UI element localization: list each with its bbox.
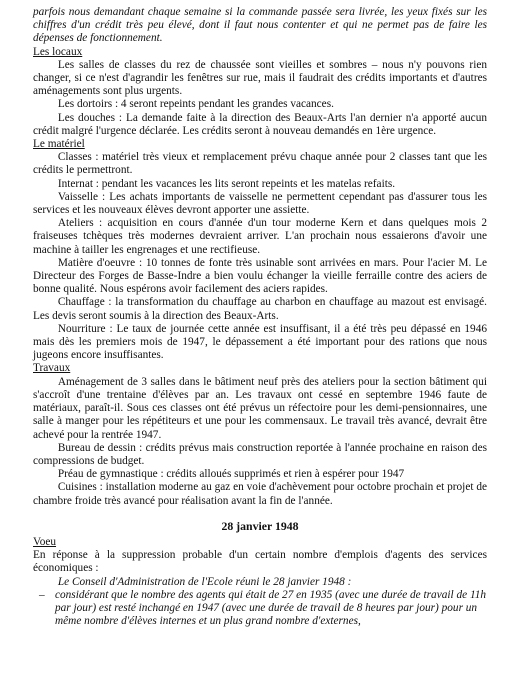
travaux-paragraph-3: Préau de gymnastique : crédits alloués supprimés et rien à espérer pour 1947 [57, 468, 405, 481]
locaux-paragraph-1: Les salles de classes du rez de chaussée sont vieilles et sombres – nous n'y pouvons rien changer, si ce n'est d'agrandir les fenêtres sur rue, mais il faudrait des crédits importants et d'autres aménagements sont plus urgents. [33, 58, 487, 98]
section-travaux [33, 362, 487, 507]
section-voeu [33, 536, 487, 628]
travaux-paragraph-1: Aménagement de 3 salles dans le bâtiment neuf près des ateliers pour la section bâtiment qui s'accroît d'une trentaine d'élèves par an. Les travaux ont cessé en septembre 1946 faute de matériaux, paraît-il. Sous ces classes ont été prévus un réfectoire pour les demi-pensionnaires, une salle à manger pour les répétiteurs et une pour les commensaux. Le travail très avancé, devrait être achevé pour la rentrée 1947. [33, 375, 487, 441]
materiel-paragraph-6: Chauffage : la transformation du chauffage au charbon en chauffage au mazout est envisagé. Les devis seront soumis à la direction des Beaux-Arts. [33, 296, 487, 322]
intro-paragraph: parfois nous demandant chaque semaine si la commande passée sera livrée, les yeux fixés sur les chiffres d'un crédit très peu élevé, dont il faut nous contenter et qui ne permet pas de faire les dépenses de fonctionnement. [33, 6, 487, 45]
voeu-bullet-text: considérant que le nombre des agents qui était de 27 en 1935 (avec une durée de travail de 11h par jour) est resté inchangé en 1947 (avec une durée de travail de 8 heures par jour) pour un même nombre d'élèves internes et un plus grand nombre d'externes, [55, 588, 487, 628]
heading-materiel: Le matériel [33, 138, 85, 151]
materiel-paragraph-1: Classes : matériel très vieux et remplacement prévu chaque année pour 2 classes tant que les crédits le permettront. [33, 151, 487, 177]
bullet-dash: – [39, 588, 45, 601]
voeu-paragraph-1: En réponse à la suppression probable d'un certain nombre d'emplois d'agents des services économiques : [33, 549, 487, 575]
materiel-paragraph-7: Nourriture : Le taux de journée cette année est insuffisant, il a été très peu dépassé en 1946 mais dès les premiers mois de 1947, le dépassement a été important pour des rations que nous jugeons encore insuffisantes. [33, 322, 487, 362]
travaux-paragraph-4: Cuisines : installation moderne au gaz en voie d'achèvement pour octobre prochain et projet de chambre froide très avancé pour réalisation avant la fin de l'année. [33, 481, 487, 507]
travaux-paragraph-2: Bureau de dessin : crédits prévus mais construction reportée à l'année prochaine en raison des compressions de budget. [33, 441, 487, 467]
section-locaux [33, 46, 487, 138]
locaux-paragraph-3: Les douches : La demande faite à la direction des Beaux-Arts l'an dernier n'a apporté aucun crédit malgré l'urgence déclarée. Les crédits seront à nouveau demandés en 1ère urgence. [33, 111, 487, 137]
voeu-bullet-item [33, 589, 487, 629]
materiel-paragraph-2: Internat : pendant les vacances les lits seront repeints et les matelas refaits. [57, 177, 396, 190]
heading-voeu: Voeu [33, 535, 57, 548]
materiel-paragraph-4: Ateliers : acquisition en cours d'année d'un tour moderne Kern et dans quelques mois 2 fraiseuses tchèques très modernes devraient arriver. L'an prochain nous essaierons d'avoir une machine à tailler les engrenages et une rectifieuse. [33, 217, 487, 256]
locaux-paragraph-2: Les dortoirs : 4 seront repeints pendant les grandes vacances. [57, 98, 334, 111]
heading-travaux: Travaux [33, 362, 71, 375]
section-materiel [33, 138, 487, 362]
date-heading: 28 janvier 1948 [221, 518, 299, 533]
materiel-paragraph-5: Matière d'oeuvre : 10 tonnes de fonte très usinable sont arrivées en mars. Pour l'acier M. Le Directeur des Forges de Basse-Indre a bien voulu échanger la vieille ferraille contre des aciers de bonne qualité. Nous espérons avoir facilement des aciers rapides. [33, 256, 487, 296]
materiel-paragraph-3: Vaisselle : Les achats importants de vaisselle ne permettent cependant pas d'assurer tous les services et les nouveaux élèves devront apporter une assiette. [33, 190, 487, 217]
heading-locaux: Les locaux [33, 45, 83, 58]
voeu-paragraph-2: Le Conseil d'Administration de l'Ecole réuni le 28 janvier 1948 : [57, 575, 352, 588]
